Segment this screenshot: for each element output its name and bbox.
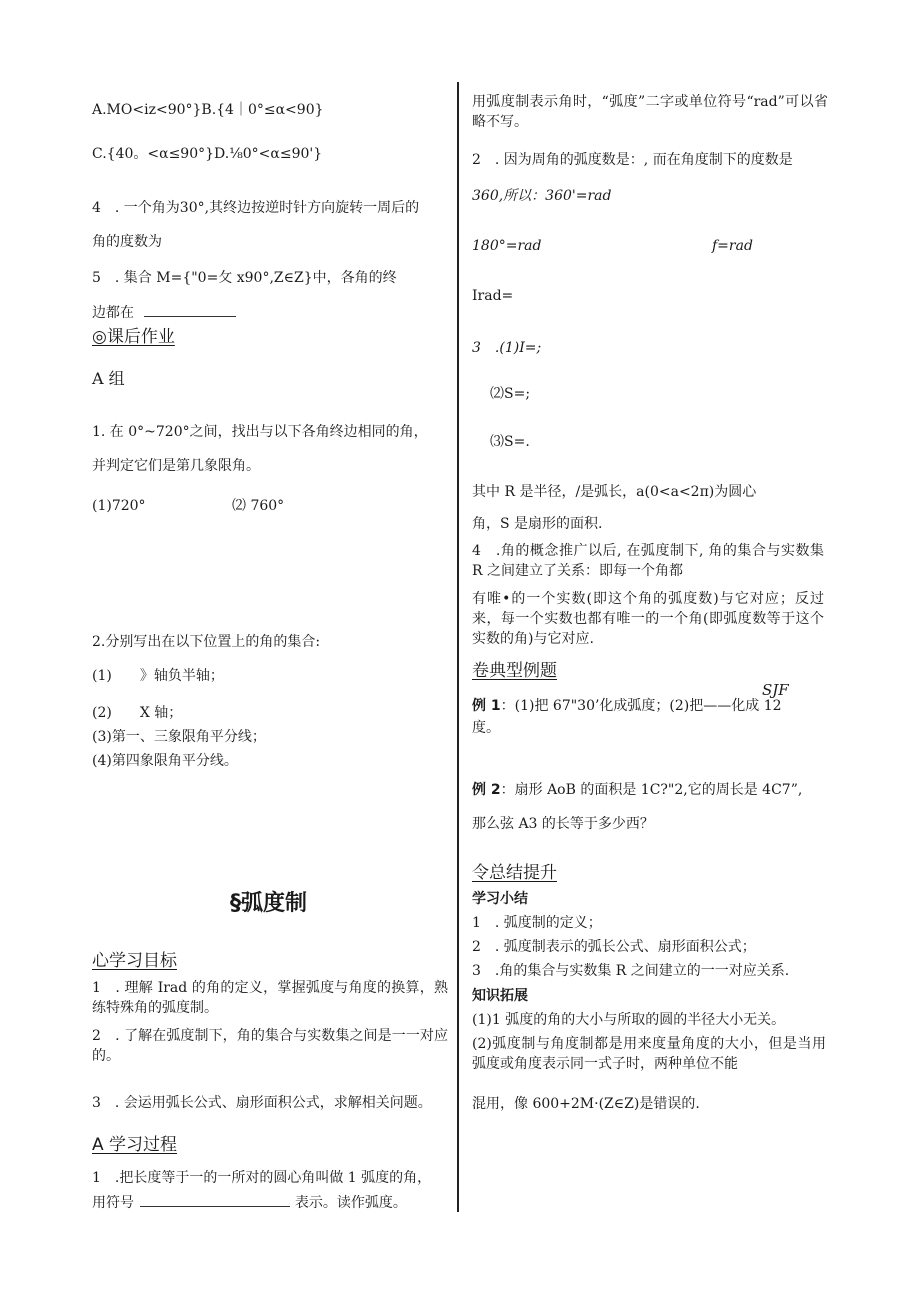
homework-2-item-2: (2) X 轴； <box>92 705 183 721</box>
process-1-text-b: 表示。读作弧度。 <box>294 1195 407 1211</box>
question-4-line2: 角的度数为 <box>92 234 162 250</box>
examples-heading: 卷典型例题 <box>472 661 557 681</box>
example-1-label: 例 1 <box>472 698 501 714</box>
question-5-line1: 5 . 集合 M={"0=攵 x90°,Z∈Z}中，各角的终 <box>92 270 397 286</box>
example-2 <box>472 780 802 800</box>
process-1-line2 <box>92 1192 407 1213</box>
homework-1-item-b: ⑵ 760° <box>232 498 285 514</box>
example-1-text: ：(1)把 67"30’化成弧度；(2)把——化成 12 <box>500 698 782 714</box>
extension-2: (2)弧度制与角度制都是用来度量角度的大小，但是当用弧度或角度表示同一式子时，两种单位不能 <box>472 1036 826 1072</box>
options-cd: C.{40。<α≤90°}D.⅛0°<α≤90'} <box>92 146 323 162</box>
item-4: 4 .角的概念推广以后, 在弧度制下, 角的集合与实数集 R 之间建立了关系：即每一个角都 <box>472 543 824 579</box>
question-4-line1: 4 . 一个角为30°,其终边按逆时针方向旋转一周后的 <box>92 200 420 216</box>
homework-2-item-1: (1) 》轴负半轴； <box>92 668 224 684</box>
extension-3: 混用，像 600+2M·(Z∈Z)是错误的. <box>472 1096 700 1112</box>
process-heading: A 学习过程 <box>92 1135 178 1155</box>
options-ab: A.MO<iz<90°}B.{4｜0°≤α<90} <box>92 102 324 118</box>
goals-heading: 心学习目标 <box>92 951 177 971</box>
group-a-label: A 组 <box>92 369 125 388</box>
summary-1: 1 . 弧度制的定义； <box>472 915 602 931</box>
formula-note-line2: 角，S 是扇形的面积. <box>472 516 603 532</box>
item-2-line3b: f=rad <box>712 238 753 254</box>
example-1-fraction: SJF <box>762 681 789 699</box>
summary-subheading: 学习小结 <box>472 891 528 907</box>
summary-heading: 令总结提升 <box>472 863 557 883</box>
formula-3: ⑶S=. <box>490 434 530 450</box>
radian-note: 用弧度制表示角时，“弧度”二字或单位符号“rad”可以省略不写。 <box>472 94 828 130</box>
homework-heading: ◎课后作业 <box>92 327 175 347</box>
item-2-line4: Irad= <box>472 288 514 304</box>
item-2-line1: 2 . 因为周角的弧度数是：, 而在角度制下的度数是 <box>472 152 793 168</box>
homework-2-item-3: (3)第一、三象限角平分线； <box>92 729 266 745</box>
extension-subheading: 知识拓展 <box>472 988 528 1004</box>
example-1 <box>472 696 782 716</box>
column-divider <box>457 82 459 1212</box>
process-1-text-a: 用符号 <box>92 1195 134 1211</box>
example-1-line2: 度。 <box>472 720 500 736</box>
formula-1: 3 .(1)I=; <box>472 340 542 356</box>
goal-3: 3 . 会运用弧长公式、扇形面积公式，求解相关问题。 <box>92 1095 432 1111</box>
process-1-line1: 1 .把长度等于一的一所对的圆心角叫做 1 弧度的角， <box>92 1170 432 1186</box>
question-5-text: 边都在 <box>92 305 134 321</box>
homework-1-line2: 并判定它们是第几象限角。 <box>92 458 260 474</box>
goal-1: 1 . 理解 Irad 的角的定义，掌握弧度与角度的换算，熟练特殊角的弧度制。 <box>92 980 448 1016</box>
item-2-line3a: 180°=rad <box>472 238 542 254</box>
formula-2: ⑵S=; <box>490 386 531 402</box>
example-2-text: ：扇形 AoB 的面积是 1C?"2,它的周长是 4C7”, <box>500 782 803 798</box>
summary-2: 2 . 弧度制表示的弧长公式、扇形面积公式； <box>472 939 756 955</box>
section-title: §弧度制 <box>230 891 308 916</box>
homework-2: 2.分别写出在以下位置上的角的集合: <box>92 634 321 650</box>
formula-note-line1: 其中 R 是半径，/是弧长，a(0<a<2π)为圆心 <box>472 484 757 500</box>
extension-1: (1)1 弧度的角的大小与所取的圆的半径大小无关。 <box>472 1012 786 1028</box>
goal-2: 2 . 了解在弧度制下，角的集合与实数集之间是一一对应的。 <box>92 1028 448 1064</box>
item-2-line2: 360,所以：360'=rad <box>472 188 612 204</box>
answer-blank <box>144 302 236 317</box>
example-2-label: 例 2 <box>472 782 501 798</box>
homework-1-line1: 1. 在 0°~720°之间，找出与以下各角终边相同的角， <box>92 424 428 440</box>
question-5-line2 <box>92 302 236 323</box>
homework-2-item-4: (4)第四象限角平分线。 <box>92 753 238 769</box>
example-2-line2: 那么弦 A3 的长等于多少西？ <box>472 816 654 832</box>
summary-3: 3 .角的集合与实数集 R 之间建立的一一对应关系. <box>472 963 790 979</box>
item-4-continued: 有唯•的一个实数(即这个角的弧度数)与它对应；反过来，每一个实数也都有唯一的一个角(即弧度数等于这个实数的角)与它对应. <box>472 591 824 647</box>
homework-1-item-a: (1)720° <box>92 498 146 514</box>
symbol-blank <box>140 1192 290 1207</box>
